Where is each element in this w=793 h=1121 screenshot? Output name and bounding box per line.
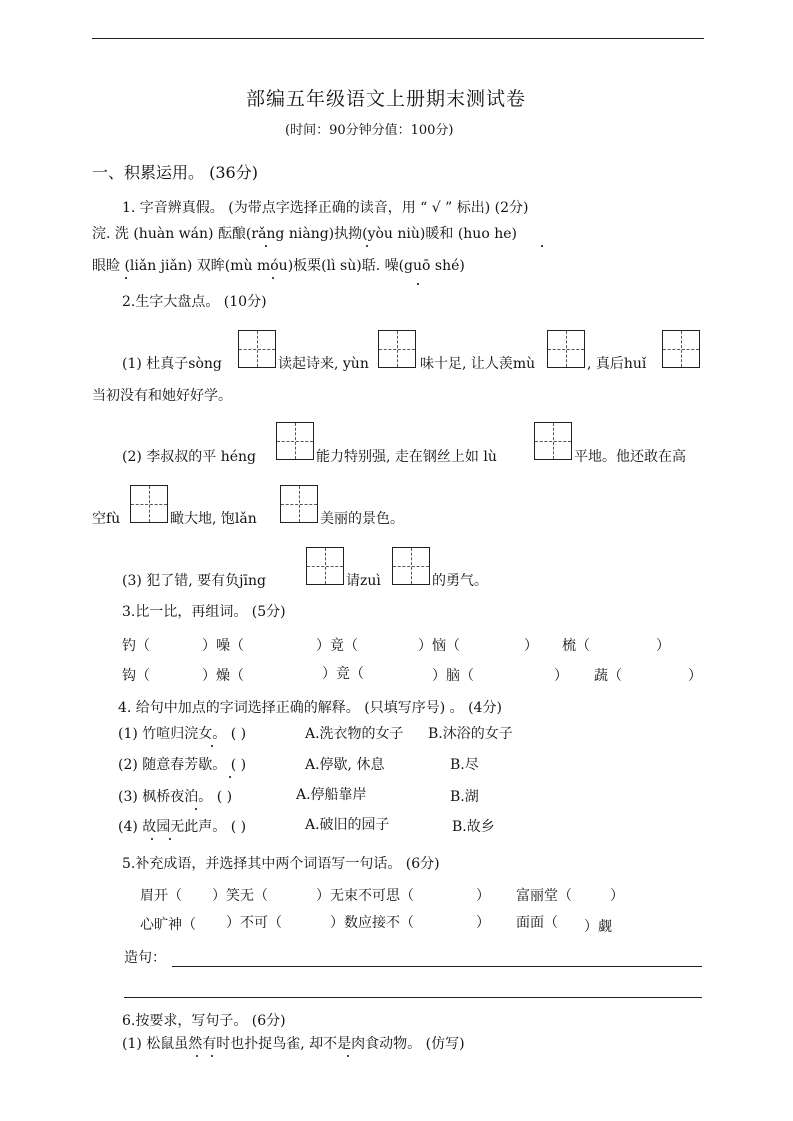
q5-r1-c5: 富丽堂（: [516, 888, 572, 904]
answer-line[interactable]: [172, 966, 702, 967]
q3-r1-c5: ）: [524, 638, 538, 654]
q3-r1-c2: ）噪（: [202, 638, 244, 654]
sentence-label: 造句：: [124, 950, 166, 966]
top-rule: [92, 38, 704, 39]
q5-r1-c6: ）: [610, 888, 624, 904]
q4-item-1-option-b: B.沐浴的女子: [428, 726, 513, 742]
q4-item-4-option-a: A.破旧的园子: [305, 817, 390, 833]
emphasis-dot: [196, 1055, 198, 1057]
q3-r2-c3: ）竞（: [322, 666, 364, 682]
q4-item-2-question: (2) 随意春芳歇。 ( ): [118, 757, 247, 773]
emphasis-dot: [151, 838, 153, 840]
writing-box[interactable]: [534, 422, 572, 460]
q2-s1-part4: , 真后huǐ: [587, 356, 647, 372]
q3-r1-c4: ）恼（: [418, 638, 460, 654]
q4-item-1-option-a: A.洗衣物的女子: [305, 726, 404, 742]
q3-r2-c1: 钩（: [122, 668, 150, 684]
q5-r2-c5: 面面（: [516, 915, 558, 931]
writing-box[interactable]: [276, 422, 314, 460]
q5-r1-c2: ）笑无（: [212, 888, 268, 904]
writing-box[interactable]: [306, 547, 344, 585]
q4-item-4-option-b: B.故乡: [452, 819, 495, 835]
q3-r2-c6: 蔬（: [594, 668, 622, 684]
q5-r2-c1: 心旷神（: [140, 917, 196, 933]
emphasis-dot: [347, 1055, 349, 1057]
emphasis-dot: [211, 745, 213, 747]
writing-box[interactable]: [280, 485, 318, 523]
q5-r1-c1: 眉开（: [140, 888, 182, 904]
q5-r2-c2: ）不可（: [226, 915, 282, 931]
emphasis-dot: [265, 245, 267, 247]
page-subtitle: (时间：90分钟分值：100分): [285, 123, 454, 138]
writing-box[interactable]: [392, 547, 430, 585]
emphasis-dot: [366, 245, 368, 247]
q2-s1-continued: 当初没有和她好好学。: [92, 388, 232, 404]
q3-r1-c6: 梳（: [562, 638, 590, 654]
q3-r1-c3: ）竟（: [316, 638, 358, 654]
answer-line[interactable]: [124, 997, 702, 998]
q3-r1-c7: ）: [656, 638, 670, 654]
q6-sentence-1: (1) 松鼠虽然有时也扑捉鸟雀, 却不是肉食动物。 (仿写): [122, 1036, 465, 1052]
q1-heading: 1. 字音辨真假。 (为带点字选择正确的读音，用 “ √ ” 标出) (2分): [122, 200, 529, 216]
q2-s3-part1: (3) 犯了错, 要有负jīng: [122, 573, 266, 589]
q3-heading: 3.比一比，再组词。 (5分): [122, 604, 286, 620]
q5-heading: 5.补充成语，并选择其中两个词语写一句话。 (6分): [122, 856, 440, 872]
q5-r2-c4: ）: [476, 915, 490, 931]
q2-s3-part3: 的勇气。: [432, 573, 488, 589]
writing-box[interactable]: [662, 330, 700, 368]
q5-r1-c3: ）无束不可思（: [316, 888, 414, 904]
emphasis-dot: [417, 283, 419, 285]
q3-r2-c5: ）: [554, 668, 568, 684]
q2-s2-part2: 能力特别强, 走在钢丝上如 lù: [316, 449, 497, 465]
q3-r1-c1: 钓（: [122, 638, 150, 654]
q4-item-2-option-b: B.尽: [450, 757, 479, 773]
q1-line-1: 浣. 洗 (huàn wán) 酝酿(rǎng niàng)执拗(yòu niù)暖和 (huo he): [92, 226, 517, 242]
q2-s1-part3: 味十足, 让人羡mù: [420, 356, 536, 372]
emphasis-dot: [211, 1055, 213, 1057]
q2-s2b-part2: 瞰大地, 饱lǎn: [170, 511, 257, 527]
q1-line-2: 眼睑 (liǎn jiǎn) 双眸(mù móu)板栗(lì sù)聒. 噪(guō shé): [92, 258, 465, 274]
writing-box[interactable]: [238, 330, 276, 368]
section-1-heading: 一、积累运用。 (36分): [92, 163, 258, 182]
q2-s1-part2: 读起诗来, yùn: [278, 356, 369, 372]
q4-heading: 4. 给句中加点的字词选择正确的解释。 (只填写序号) 。 (4分): [118, 700, 502, 716]
emphasis-dot: [169, 838, 171, 840]
writing-box[interactable]: [547, 330, 585, 368]
writing-box[interactable]: [378, 330, 416, 368]
emphasis-dot: [125, 277, 127, 279]
q2-s1-part1: (1) 杜真子sòng: [122, 356, 222, 372]
q2-s2b-part3: 美丽的景色。: [320, 511, 404, 527]
emphasis-dot: [541, 245, 543, 247]
q4-item-3-option-a: A.停船靠岸: [296, 787, 367, 803]
q4-item-2-option-a: A.停歇, 休息: [305, 757, 385, 773]
q3-r2-c2: ）燥（: [202, 668, 244, 684]
q2-s2-part3: 平地。他还敢在高: [574, 449, 686, 465]
q2-s2-part1: (2) 李叔叔的平 héng: [122, 449, 257, 465]
q4-item-3-option-b: B.湖: [450, 789, 479, 805]
q3-r2-c4: ）脑（: [432, 668, 474, 684]
q4-item-3-question: (3) 枫桥夜泊。 ( ): [118, 789, 233, 805]
emphasis-dot: [272, 277, 274, 279]
q6-heading: 6.按要求，写句子。 (6分): [122, 1013, 286, 1029]
emphasis-dot: [229, 776, 231, 778]
q4-item-4-question: (4) 故园无此声。 ( ): [118, 819, 247, 835]
q5-r2-c6: ）觑: [584, 919, 612, 935]
q2-s3-part2: 请zuì: [346, 573, 381, 589]
q4-item-1-question: (1) 竹喧归浣女。 ( ): [118, 726, 247, 742]
q2-s2b-part1: 空fù: [92, 511, 121, 527]
q5-r2-c3: ）数应接不（: [330, 915, 414, 931]
q2-heading: 2.生字大盘点。 (10分): [122, 294, 267, 310]
q5-r1-c4: ）: [476, 888, 490, 904]
emphasis-dot: [195, 808, 197, 810]
writing-box[interactable]: [130, 485, 168, 523]
page-title: 部编五年级语文上册期末测试卷: [246, 88, 527, 110]
q3-r2-c7: ）: [688, 668, 702, 684]
